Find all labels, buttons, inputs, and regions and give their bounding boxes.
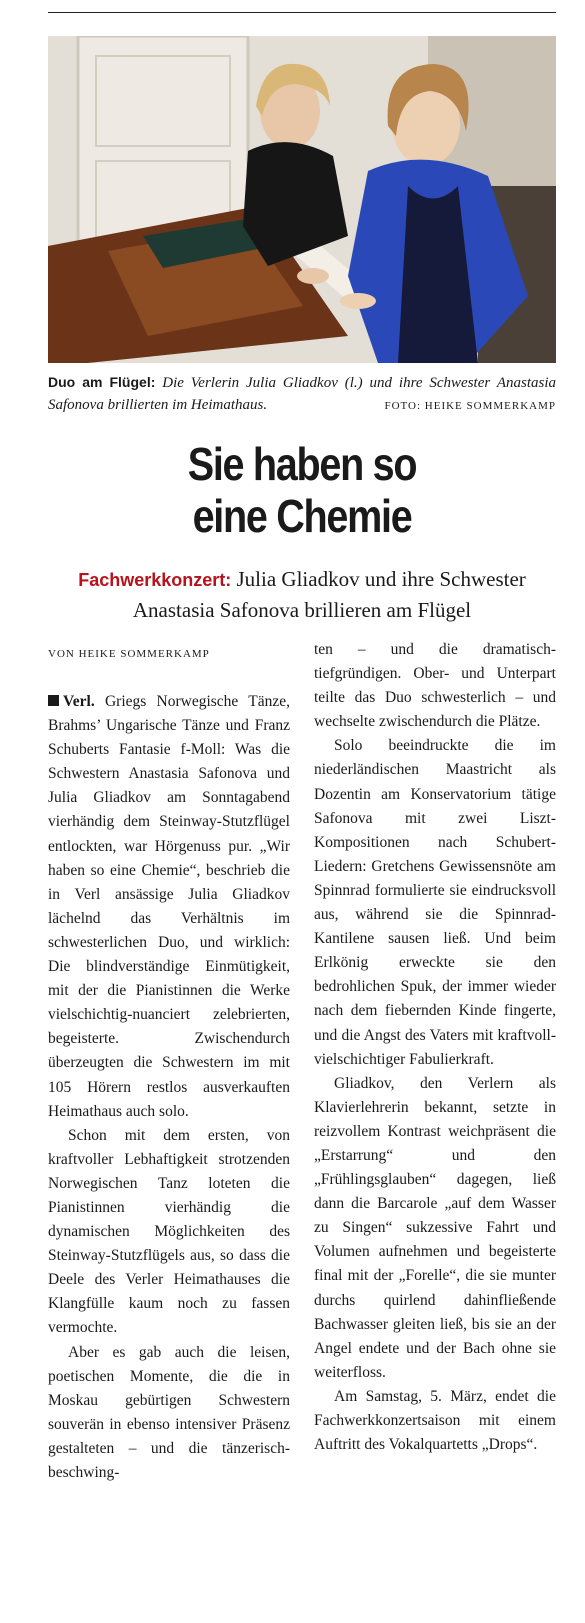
article-column-left bbox=[48, 690, 290, 1485]
dateline: Verl. bbox=[63, 693, 95, 710]
paragraph-text: Griegs Norwegische Tänze, Brahms’ Ungarische Tänze und Franz Schuberts Fantasie f-Moll: Was die Schwestern Anastasia Safonova und Julia Gliadkov am Sonntagabend vierhändig dem Steinway-Stutzflügel entlockten, war Hörgenuss pur. „Wir haben so eine Chemie“, beschrieb die in Verl ansässige Julia Gliadkov lächelnd das Verhältnis im schwesterlichen Duo, und wirklich: Die blindverständige Einmütigkeit, mit der die Pianistinnen die Werke vielschichtig-nuanciert zelebrierten, begeisterte. Zwischendurch überzeugten die Schwestern im mit 105 Hörern restlos ausverkauften Heimathaus auch solo. bbox=[48, 693, 290, 1120]
caption-body: Die Verlerin Julia Gliadkov (l.) und ihre Schwester Anastasia Safonova brillierten im Heimathaus. bbox=[48, 375, 556, 413]
article-column-right bbox=[314, 638, 556, 1457]
caption-lead: Duo am Flügel: bbox=[48, 374, 156, 390]
photo-illustration bbox=[48, 36, 556, 363]
photo-caption bbox=[48, 371, 556, 417]
headline-line-2: eine Chemie bbox=[192, 490, 412, 542]
article-paragraph: Schon mit dem ersten, von kraftvoller Lebhaftigkeit strotzenden Norwegischen Tanz loteten die Pianistinnen vierhändig die dynamischen Möglichkeiten des Steinway-Stutzflügels aus, so dass die Deele des Verler Heimathauses die Klangfülle kaum noch zu fassen vermochte. bbox=[48, 1126, 290, 1337]
black-square-icon bbox=[48, 695, 59, 706]
headline bbox=[84, 438, 521, 542]
subhead-text: Julia Gliadkov und ihre Schwester Anastasia Safonova brillieren am Flügel bbox=[132, 567, 526, 622]
article-paragraph: Solo beeindruckte die im niederländischen Maastricht als Dozentin am Konservatorium tätige Safonova mit zwei Liszt-Kompositionen nach Schubert-Liedern: Gretchens Gewissensnöte am Spinnrad formulierte sie eindrucksvoll aus, während sie die Spinnrad-Kantilene sausen ließ. Und beim Erlkönig erweckte sie den bedrohlichen Spuk, der immer wieder nach dem fiebernden Kinde fingerte, und die Angst des Vaters mit kraftvoll-vielschichtiger Fabulierkraft. bbox=[314, 737, 556, 1068]
article-photo bbox=[48, 36, 556, 363]
subheadline bbox=[48, 564, 556, 625]
article-paragraph bbox=[48, 690, 290, 1124]
article-paragraph: Gliadkov, den Verlern als Klavierlehrerin bekannt, setzte in reizvollem Kontrast weichpräsent die „Erstarrung“ und den „Frühlingsglauben“ dagegen, ließ dann die Barcarole „auf dem Wasser zu Singen“ sukzessive Fahrt und Volumen aufnehmen und begeisterte final mit der „Forelle“, die sie munter durchs quirlend dahinfließende Bachwasser gleiten ließ, bis sie an der Angel endete und der Bach ohne sie weiterfloss. bbox=[314, 1074, 556, 1381]
article-paragraph: Aber es gab auch die leisen, poetischen Momente, die die in Moskau gebürtigen Schwestern souverän in ebenso intensiver Präsenz gestalteten – und die tänzerisch-beschwing- bbox=[48, 1343, 290, 1481]
photo-credit: FOTO: HEIKE SOMMERKAMP bbox=[384, 400, 556, 412]
article-paragraph: ten – und die dramatisch-tiefgründigen. Ober- und Unterpart teilte das Duo schwesterlich – und wechselte zwischendurch die Plätze. bbox=[314, 641, 556, 731]
byline: VON HEIKE SOMMERKAMP bbox=[48, 648, 210, 660]
top-rule bbox=[48, 12, 556, 13]
subhead-kicker: Fachwerkkonzert: bbox=[78, 570, 232, 590]
article-paragraph: Am Samstag, 5. März, endet die Fachwerkkonzertsaison mit einem Auftritt des Vokalquartetts „Drops“. bbox=[314, 1387, 556, 1454]
headline-line-1: Sie haben so bbox=[187, 438, 417, 490]
